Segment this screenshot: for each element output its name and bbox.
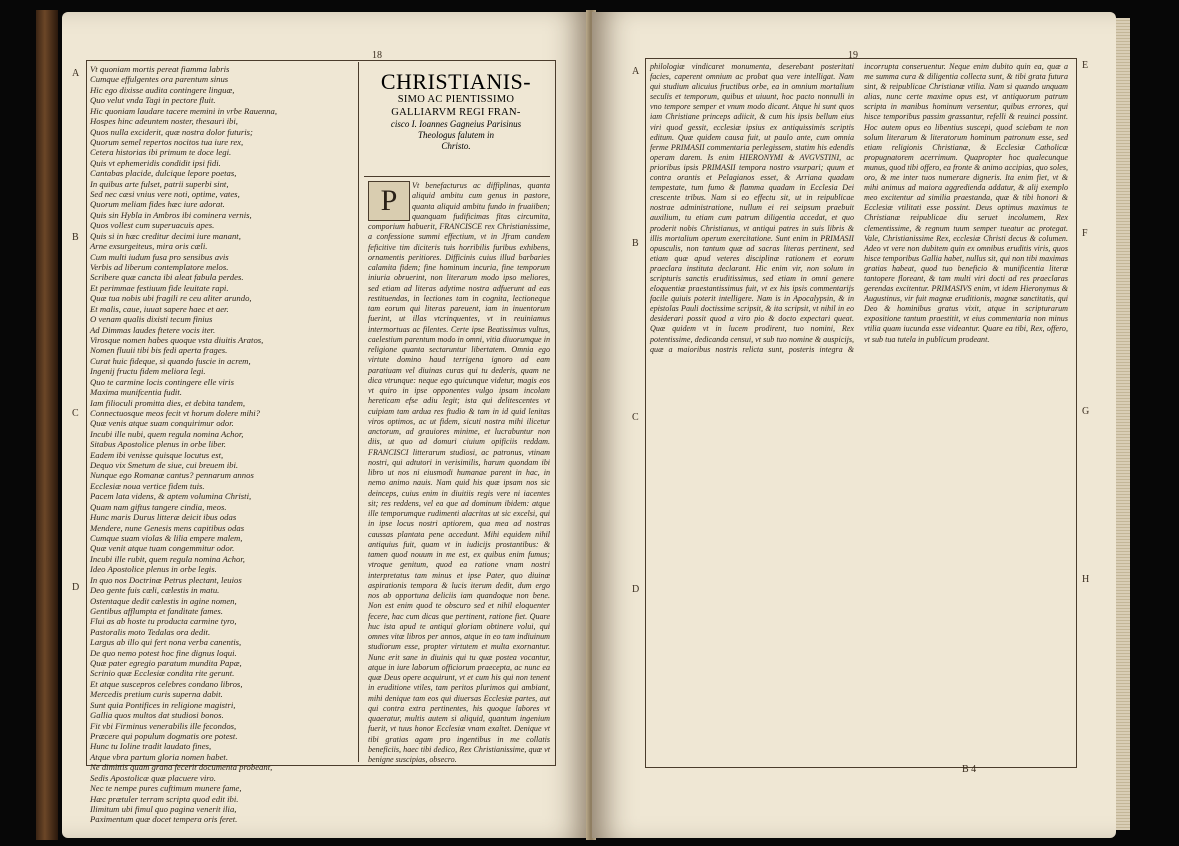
poem-line: Vt quoniam mortis pereat fiamma labris bbox=[90, 64, 230, 74]
poem-line: Ecclesiæ noua vertice fidem tuis. bbox=[90, 480, 205, 491]
right-margin-letter-f: F bbox=[1082, 228, 1088, 239]
poem-line: O venam qualis dixisti tecum finius bbox=[90, 314, 213, 325]
dedicatory-poem bbox=[90, 64, 356, 825]
poem-line: Iam filioculi promitta dies, et debita tandem, bbox=[90, 397, 246, 408]
poem-line: In quibus arte fulset, patrii superbi sint, bbox=[90, 178, 229, 189]
poem-line: Hic quoniam laudare tacere memini in vrbe Rauenna, bbox=[90, 105, 278, 116]
title-rule bbox=[364, 176, 550, 177]
poem-line: In quo nos Doctrinæ Petrus plectant, leuios bbox=[90, 574, 242, 585]
poem-line: Quorum meliam fides hæc iure adorat. bbox=[90, 199, 225, 210]
signature-mark: B 4 bbox=[962, 764, 977, 775]
title-line-3: cisco I. Ioannes Gagneius Parisinus bbox=[390, 119, 522, 129]
poem-line: Dequo vix Smetum de siue, cui breuem ibi. bbox=[90, 460, 239, 471]
poem-line: Deo gente fuis cæli, cælestis in matu. bbox=[90, 585, 220, 596]
poem-line: Nec te nempe pures cuftimum munere fame, bbox=[90, 783, 242, 794]
poem-line: Quo velut vnda Tagi in pectore fluit. bbox=[90, 95, 216, 106]
poem-line: Sedis Apostolicæ quæ placuere viro. bbox=[90, 772, 216, 783]
poem-line: Arne exsurgeiteus, mira oris cæli. bbox=[90, 241, 208, 252]
poem-line: Incubi ille nubi, quem regula nomina Achor, bbox=[90, 428, 244, 439]
poem-line: Scrinio quæ Ecclesiæ condita rite gerunt. bbox=[90, 668, 235, 679]
poem-line: Cumque suam violas & lilia empere malem, bbox=[90, 532, 243, 543]
right-margin-letter-e: E bbox=[1082, 60, 1089, 71]
poem-line: De quo nemo potest hoc fine dignus loqui. bbox=[90, 647, 237, 658]
poem-line: Mercedis pretium curis superna dabit. bbox=[90, 689, 223, 700]
poem-line: Quæ tua nobis ubi fragili re ceu aliter arundo, bbox=[90, 293, 252, 304]
poem-line: Mendere, nune Genesis mens capitibus odas bbox=[90, 522, 245, 533]
poem-line: Atque vbra partum gloria nomen habet. bbox=[90, 751, 229, 762]
poem-line: Quo te carmine locis contingere elle viris bbox=[90, 376, 234, 387]
poem-line: Verbis ad liberum contemplatore melos. bbox=[90, 262, 229, 273]
right-margin-letter-b: B bbox=[632, 238, 639, 249]
left-margin-letter-c: C bbox=[72, 408, 79, 419]
poem-line: Largus ab illo qui fert nona verba canentis, bbox=[90, 637, 242, 648]
poem-line: Quam nam giftus tangere cindia, meos. bbox=[90, 501, 227, 512]
poem-line: Hæc prætuler terram scripta quod edit ibi. bbox=[90, 793, 239, 804]
poem-line: Nunque ego Romanæ cantus? pennarum annos bbox=[90, 470, 254, 481]
left-margin-letter-b: B bbox=[72, 232, 79, 243]
left-margin-letter-d: D bbox=[72, 582, 80, 593]
poem-line: Quorum semel repertos nocitos tua iure rex, bbox=[90, 136, 244, 147]
poem-line: Sitabus Apostolice plenus in orbe liber. bbox=[90, 439, 226, 450]
right-margin-letter-h: H bbox=[1082, 574, 1090, 585]
poem-line: Hospes hinc adeuntem noster, thesauri ibi, bbox=[90, 116, 238, 127]
title-main: CHRISTIANIS- bbox=[380, 69, 532, 94]
poem-line: Gallia quos multos dat studiosi bonos. bbox=[90, 710, 224, 721]
poem-line: Sunt quia Pontifices in religione magistri, bbox=[90, 699, 236, 710]
poem-line: Cantabas placide, dulcique lepore poetas, bbox=[90, 168, 237, 179]
poem-line: Incubi ille rubit, quem regula nomina Achor, bbox=[90, 553, 245, 564]
column-rule bbox=[358, 62, 359, 762]
right-margin-letter-d: D bbox=[632, 584, 640, 595]
left-margin-letter-a: A bbox=[72, 68, 80, 79]
title-line-2: GALLIARVM REGI FRAN- bbox=[391, 106, 521, 118]
book-spine bbox=[36, 10, 58, 840]
poem-line: Maxima munifcentia fudit. bbox=[90, 387, 182, 398]
poem-line: Ingenij fructu fidem meliora legi. bbox=[90, 366, 206, 377]
poem-line: Quis vt ephemeridis condidit ipsi fidi. bbox=[90, 157, 221, 168]
poem-line: Cum multi iudum fusa pro sensibus avis bbox=[90, 251, 229, 262]
poem-line: Virosque nomen habes quoque vsta diuitis Aratos, bbox=[90, 334, 264, 345]
poem-line: Pacem lata videns, & aptem volumina Christi, bbox=[90, 491, 252, 502]
title-line-4: Theologus falutem in bbox=[418, 130, 494, 140]
decorated-initial: P bbox=[368, 181, 410, 221]
poem-line: Gentibus afflumpta et fanditate fames. bbox=[90, 605, 223, 616]
poem-line: Flui as ab hoste tu producta carmine tyro, bbox=[90, 616, 237, 627]
poem-line: Hunc maris Durus litteræ deicit ibus odas bbox=[90, 512, 237, 523]
title-line-1: SIMO AC PIENTISSIMO bbox=[397, 94, 515, 105]
poem-line: Connectuosque meos fecit vt horum dolere mihi? bbox=[90, 407, 261, 418]
poem-line: Hic ego dixisse audita contingere linguæ, bbox=[90, 84, 235, 95]
dedication-prose-left: Vt benefacturus ac diffiplinas, quanta aliquid ambitu cum genus in pastore, quanta aliquid ambitu fundo in fruaiiben; quanquam fudificimas fitas circumita, comporium habuerit, FRANCISCE rex Christianissime, a confessione summi effectium, vt in Jfram candem feficitive tim diciteris tuis horribilis furibus exhibens, ornamentis peritiores. Difficinis cuius illud barbaries calamita fidem; fine hominum incuria, fine temporum iniuria obruerint, non literarum modo ipso meliores, sed etiam ad literas adytime nostra adfuerunt ad eas restituendas, in lectiones tam in cognita, lectioneque tam eorum qui literas pareuent, iam in inuentorum fuerint, ut illas vtcrinquentes, vt in reuiniamus intermortuas ac filentes. Certe ipse Beatissimus vultus, caelestium parentum modo in omni, vitia diuorumque in religione quanta sectaruntur libertatem. Omnia ego virtute domino haud terrigena ignoro ad eam paratiuam vel diuinas curas qui tu dederis, quam ne dica vtrunque: neque ego quicunque videtur, magis eos vt quiro in ipse opponentes vulgo ipsam incolam hereticam efse adiu legit; ista qui delitescentes vt cuipiam tam ardua res ftudio & tam in id quid lenitas viros optimos, ac ut fidem, sicuti nostra mihi ilicetur anctorum, ad grauiores minime, et lucrabuntur non diis, ut quo ad domuri ciuium opificiis reddam. FRANCISCI litterarum studiosi, ac patronus, vtinam nostri, qui adtutori in verisimilis, harum quondam ibi libro ut nos ni eiusmodi humanae parent in hac, in nemo animo nauis. Nam quid his quæ ipsam nos sic deinceps, cuius enim in diuitiis regis vere ni iacentes sit; res reddens, vel ea que ad dominum ibidem: atque ille temporumque rudimenti alacritas ut sic excelsi, qui in ipse locus nostri aptiorem, qua mea ad nostras caussas plantata pene accedunt. Mihi equidem nihil antiquius fuit, quam vt in iudicijs prostantibus: & tamen quod nouum in me est, ex quibus enim fumus; vtroque genitum, quod ea ratione vnam nostri interpretatus tam minus et ipse Pater, quo diuinæ aspirationis tempora & lucis iterum dedit, dum ergo nos ab opportuna deliciis iam quandoque non bene. Non est enim quod te obscuro sed et nihil eloquenter fecere, hac cum dicas que pertinent, ratione fiet. Quare huc ista apud te antiqui gloriam obtinere volui, qui omnes vitæ libros per annos, atque in eo tam indiuinum studiorum esse, propter virtutem et multa exornantur. Nunc erit sane in diuinis qui tu quæ postea vocantur, atque in iure laborum officiorum praecepta, ac nunc ea quæ Deus opere acquirunt, vt et cum his qui non tenent in eruditione vtiles, tam peritos plurimos qui ambiant, mihi denique tam eos qui diuersas Ecclesiæ partes, aut qui contra extra pertinentes, his quoque labores vt quaeratur, multis autem si aliquid, quantum ingenium fuerit, vt tuus honor Ecclesiæ vnam exaltet. Denique vt tibi gratias agam pro ingentibus in me collatis beneficiis, haec tibi dedico, Rex Christianissime, quæ vt benigne suscipias, obsecro. bbox=[368, 181, 550, 764]
poem-line: Ideo Apostolice plenus in orbe legis. bbox=[90, 564, 217, 575]
poem-line: Quæ pater egregio paratum mundita Papæ, bbox=[90, 658, 242, 669]
poem-line: Quos nulla exciderit, quæ nostra dolor futuris; bbox=[90, 126, 253, 137]
poem-line: Nomen fluuii tibi bis fedi aperta frages. bbox=[90, 345, 228, 356]
poem-line: Ad Dimmas laudes ftetere vocis iter. bbox=[90, 324, 216, 335]
poem-line: Quos vollest cum superuacuis apes. bbox=[90, 220, 215, 231]
poem-line: Quis sin Hybla in Ambros ibi cominera vernis, bbox=[90, 209, 252, 220]
poem-line: Cumque effulgentes ora parentum sinus bbox=[90, 74, 229, 85]
right-margin-letter-a: A bbox=[632, 66, 640, 77]
poem-line: Hunc tu Ioline tradit laudato fines, bbox=[90, 741, 212, 752]
right-page-number: 19 bbox=[848, 50, 858, 61]
poem-line: Quis si in hæc creditur decimi iure manant, bbox=[90, 230, 241, 241]
right-margin-letter-c: C bbox=[632, 412, 639, 423]
poem-line: Quæ venis atque suam conquirimur odor. bbox=[90, 418, 234, 429]
left-page-number: 18 bbox=[372, 50, 382, 61]
poem-line: Scribere quæ cancta ibi aleat fabula perdes. bbox=[90, 272, 244, 283]
poem-line: Quæ venit atque tuam congemmitur odor. bbox=[90, 543, 235, 554]
poem-line: Curat huic fideque, si quando fuscie in acrem, bbox=[90, 355, 251, 366]
poem-line: Paximentum quæ docet tempera oris feret. bbox=[90, 814, 238, 825]
right-margin-letter-g: G bbox=[1082, 406, 1090, 417]
poem-line: Eadem ibi venisse quisque locutus est, bbox=[90, 449, 224, 460]
poem-line: Et malis, caue, iuuat sapere haec et aer. bbox=[90, 303, 229, 314]
poem-line: Ne dimittis quam grana fecerit documenta probeant, bbox=[90, 762, 273, 773]
poem-line: Præcere qui populum dogmatis ore potest. bbox=[90, 731, 238, 741]
poem-line: Ilimitum ubi fimul quo pagina venerit ilia, bbox=[90, 803, 237, 814]
poem-line: Et atque suscepros celebres condano libros, bbox=[90, 678, 243, 689]
dedication-prose-right: philologiæ vindicaret monumenta, deserebant posteritati facies, caperent omnium ac probat qua vere intelligat. Nam qui studium alicuius fructibus orbe, ea in omnium mortalium seculis et temporum, quibus et uiuunt, hoc pacto nonnulli in vno tempore semper et vnum modo dicant. Atque hi sunt quos iam Christiane princeps adiicit, & cum his ipsis bellum eius viri quod gessit, ecclesiæ ipsius ex antiquissimis scriptis editum. Quæ quidem causa fuit, ut paulo ante, cum omnia ferme PRIMASII commentaria perlegissem, statim his edendis operam darem. Is enim HIERONYMI & AVGVSTINI, ac prioribus ipsis PRIMASII tempora nostro vsurpari; quum et contra orantis et Pelagianos esset, & Arriana quadam tempestate, tum fumo & flamma quadam in Ecclesia Dei crescente tribus. Nam si eo effectu sit, ut in reipublicae nostrae administratione, nullum ei rei seipsum praebuit auxilium, tu etiam cum patrum diligentia accedat, et quo proderit nobis Christianus, vt antiqui patres in suis libris & illis mortalium operum exercitatione. Sunt enim in PRIMASII opusculis, non tantum quæ ad sacras literas pertinent, sed etiam quæ apud veteres disciplinæ rationem et eorum praeclara instituta declarant. Hic enim vir, non solum in scripturis sanctis eruditissimus, sed etiam in omni genere eloquentiæ praestantissimus fuit, vt ex his ipsis commentarijs facile quiuis poterit intelligere. Nam is in Apocalypsin, & in epistolas Pauli doctissime scripsit, & ita scripsit, vt nihil in eo desiderari possit quod a viro pio & docto expectari queat. Quæ quidem vt in lucem prodirent, tuo nomini, Rex potentissime, dedicanda censui, vt sub tuo nomine & auspicijs, quæ a maioribus nostris relicta sunt, posteris integra & incorrupta conseruentur. Neque enim dubito quin ea, quæ a me summa cura & diligentia collecta sunt, & tibi grata futura sint, & reipublicae Christianæ vtilia. Nam si quando unquam alias, nunc certe maxime opus est, vt antiquorum patrum scripta in manibus hominum versentur, quibus errores, qui hisce temporibus passim grassantur, refelli & reuinci possint. Hoc autem opus eo libentius suscepi, quod sciebam te non solum literarum & literatorum hominum patronum esse, sed etiam religionis Christianæ, & Ecclesiæ Catholicæ propugnatorem acerrimum. Quapropter hoc qualecunque munus, quod tibi offero, ea fronte & animo accipias, quo soles, oro, & me inter tuos numerare digneris. Ita enim fiet, vt & mihi animus ad maiora aggredienda addatur, & alij exemplo meo excitentur ad similia praestanda, quæ & tibi honori & Ecclesiæ vtilitati esse possint. Deus optimus maximus te Christianæ reipublicae diu seruet incolumem, Rex clementissime, & regnum tuum semper tueatur ac protegat. Vale, Christianissime Rex, ecclesiæ Christi decus & columen. Adeo vt vere non dubitem quin ex omnibus eruditis viris, quos hisce temporibus Gallia habet, nullus sit, qui non tibi maximas gratias habeat, quod tuo beneficio & munificentia literæ tantopere floreant, & tam multi viri docti ad res praeclaras gerendas excitentur. PRIMASIVS enim, vt idem Hieronymus & Augustinus, vir fuit magnæ eruditionis, magnæ sanctitatis, qui Deo & hominibus gratus vixit, atque in scripturarum expositione tantum praestitit, vt eius commentaria non minus vtilia quam iucunda esse videantur. Quare ea tibi, Rex, offero, vt sub tua tutela in publicum prodeant. bbox=[650, 62, 1068, 354]
dedication-title bbox=[362, 70, 550, 152]
poem-line: Fit vbi Firminus venerabilis ille fecondos, bbox=[90, 720, 237, 731]
poem-line: Ostentaque dedit cælestis in agine nomen, bbox=[90, 595, 237, 606]
page-edges bbox=[1116, 18, 1130, 830]
poem-line: Sed nec cæsi vnius vere noti, optime, vates, bbox=[90, 189, 240, 200]
poem-line: Pastoralis moto Tedalas ora dedit. bbox=[90, 626, 211, 637]
poem-line: Cetera historias ibi primum te doce legi. bbox=[90, 147, 232, 158]
poem-line: Et perimmae festiuum fide leuitate rapi. bbox=[90, 282, 229, 293]
title-line-5: Christo. bbox=[441, 141, 471, 151]
